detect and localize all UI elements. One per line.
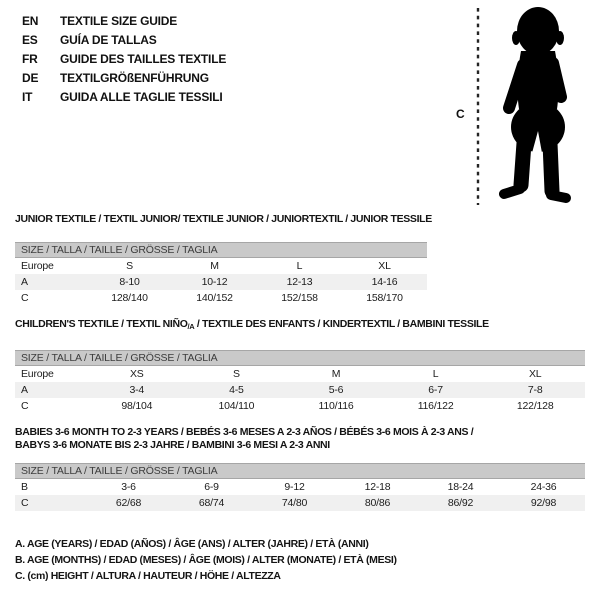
toddler-silhouette-icon (446, 5, 588, 207)
value-cell: 12-18 (364, 481, 391, 493)
value-cell: 98/104 (121, 400, 153, 412)
language-row (22, 69, 226, 88)
value-cell: 74/80 (281, 497, 308, 509)
value-cell: S (126, 260, 133, 272)
legend-line-age-years: A. AGE (YEARS) / EDAD (AÑOS) / ÂGE (ANS) / ALTER (JAHRE) / ETÀ (ANNI) (15, 538, 369, 550)
value-cell: M (331, 368, 341, 380)
value-cell: 8-10 (119, 276, 140, 288)
language-title: TEXTILE SIZE GUIDE (60, 14, 178, 28)
row-label-cell: C (21, 292, 29, 304)
row-label-cell: Europe (21, 368, 54, 380)
value-cell: 86/92 (447, 497, 474, 509)
language-title: TEXTILGRÖßENFÜHRUNG (60, 71, 209, 85)
value-cell: 6-7 (428, 384, 443, 396)
section-title-text: CHILDREN'S TEXTILE / TEXTIL NIÑO (15, 318, 188, 330)
legend-line-age-months: B. AGE (MONTHS) / EDAD (MESES) / ÂGE (MOIS) / ALTER (MONATE) / ETÀ (MESI) (15, 554, 397, 566)
table-row (15, 398, 585, 414)
section-title: BABIES 3-6 MONTH TO 2-3 YEARS / BEBÉS 3-6 MESES A 2-3 AÑOS / BÉBÉS 3-6 MOIS À 2-3 ANS / BABYS 3-6 MONATE BIS 2-3 JAHRE / BAMBINI 3-6 MESI A 2-3 ANNI (15, 426, 474, 451)
row-label-cell: Europe (21, 260, 54, 272)
language-code: DE (22, 71, 39, 85)
table-row (15, 495, 585, 511)
value-cell: M (210, 260, 219, 272)
toddler-figure (446, 5, 588, 207)
language-code: FR (22, 52, 38, 66)
language-row (22, 12, 226, 31)
language-title: GUIDE DES TAILLES TEXTILE (60, 52, 227, 66)
language-title: GUÍA DE TALLAS (60, 33, 157, 47)
table-row (15, 479, 585, 495)
value-cell: 18-24 (447, 481, 474, 493)
value-cell: 62/68 (115, 497, 142, 509)
value-cell: 3-4 (129, 384, 145, 396)
table-row (15, 382, 585, 398)
value-cell: XS (129, 368, 144, 380)
value-cell: 158/170 (366, 292, 403, 304)
value-cell: 128/140 (111, 292, 148, 304)
language-row (22, 88, 226, 107)
value-cell: XL (378, 260, 391, 272)
size-header-bar: SIZE / TALLA / TAILLE / GRÖSSE / TAGLIA (15, 350, 585, 366)
section-title-subscript: /A (187, 322, 195, 331)
value-cell: 92/98 (530, 497, 557, 509)
junior-size-section (15, 213, 432, 306)
language-code: EN (22, 14, 39, 28)
language-title-list (22, 12, 226, 107)
section-title-text: / TEXTILE DES ENFANTS / KINDERTEXTIL / BAMBINI TESSILE (194, 318, 489, 330)
language-code: ES (22, 33, 38, 47)
value-cell: 14-16 (371, 276, 398, 288)
babies-size-table (15, 479, 585, 511)
value-cell: S (232, 368, 240, 380)
value-cell: L (296, 260, 303, 272)
toddler-body (504, 7, 566, 198)
legend-line-height: C. (cm) HEIGHT / ALTURA / HAUTEUR / HÖHE / ALTEZZA (15, 570, 281, 582)
value-cell: XL (528, 368, 542, 380)
size-header-bar: SIZE / TALLA / TAILLE / GRÖSSE / TAGLIA (15, 242, 427, 258)
row-label-cell: A (21, 384, 28, 396)
legend (15, 536, 397, 584)
row-label-cell: C (21, 497, 29, 509)
section-title (15, 318, 585, 333)
value-cell: 24-36 (530, 481, 557, 493)
value-cell: 122/128 (516, 400, 554, 412)
row-label-cell: B (21, 481, 28, 493)
language-code: IT (22, 90, 33, 104)
babies-size-section (15, 426, 585, 511)
value-cell: 104/110 (218, 400, 255, 412)
value-cell: 80/86 (364, 497, 391, 509)
value-cell: 4-5 (229, 384, 244, 396)
value-cell: 140/152 (196, 292, 233, 304)
value-cell: 68/74 (198, 497, 225, 509)
value-cell: 3-6 (121, 481, 136, 493)
row-label-cell: A (21, 276, 28, 288)
height-measure-label: C (456, 107, 465, 121)
language-row (22, 50, 226, 69)
junior-size-table (15, 258, 427, 306)
value-cell: 110/116 (318, 400, 354, 412)
value-cell: 10-12 (201, 276, 228, 288)
value-cell: 116/122 (417, 400, 454, 412)
table-row (15, 366, 585, 382)
value-cell: 152/158 (281, 292, 318, 304)
language-row (22, 31, 226, 50)
table-row (15, 274, 427, 290)
children-size-table (15, 366, 585, 414)
table-row (15, 290, 427, 306)
value-cell: 5-6 (328, 384, 344, 396)
value-cell: 9-12 (284, 481, 305, 493)
value-cell: 7-8 (527, 384, 543, 396)
language-title: GUIDA ALLE TAGLIE TESSILI (60, 90, 223, 104)
value-cell: 12-13 (286, 276, 313, 288)
size-header-bar: SIZE / TALLA / TAILLE / GRÖSSE / TAGLIA (15, 463, 585, 479)
section-title: JUNIOR TEXTILE / TEXTIL JUNIOR/ TEXTILE JUNIOR / JUNIORTEXTIL / JUNIOR TESSILE (15, 213, 432, 225)
row-label-cell: C (21, 400, 29, 412)
value-cell: 6-9 (204, 481, 219, 493)
value-cell: L (432, 368, 439, 380)
table-row (15, 258, 427, 274)
children-size-section (15, 318, 585, 414)
